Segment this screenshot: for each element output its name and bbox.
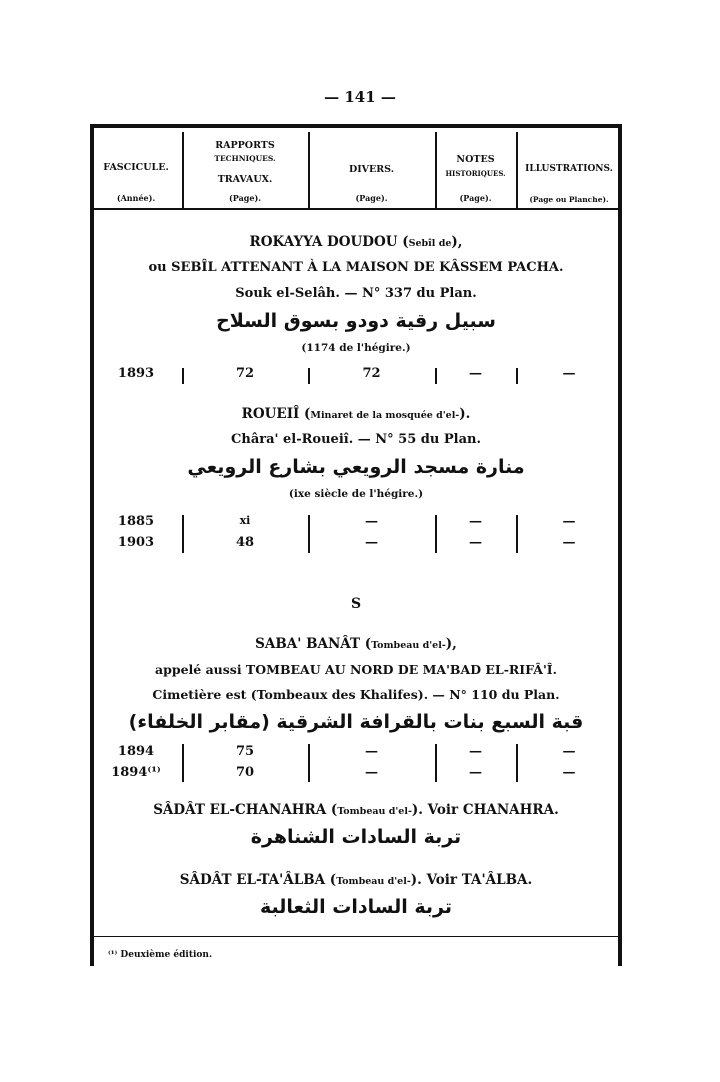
page-number: — 141 — [324,88,396,106]
entry-title: SABA' BANÂT (Tombeau d'el-), [255,636,457,652]
column-bar [435,744,437,782]
column-bar [308,368,310,384]
column-bar [182,744,184,782]
section-letter: S [350,596,362,612]
entry-date: (1174 de l'hégire.) [301,342,411,354]
column-bar [435,515,437,553]
entry-location: Cimetière est (Tombeaux des Khalifes). — N° 110 du Plan. [152,687,560,702]
column-bar [516,515,518,553]
header-rule [90,208,622,210]
entry-subtitle: appelé aussi TOMBEAU AU NORD DE MA'BAD EL-RIFÂ'Î. [154,662,557,677]
entry-location: Souk el-Selâh. — N° 337 du Plan. [235,286,477,301]
header-divers: DIVERS. (Page). [348,164,395,204]
column-bar [308,744,310,782]
footnote: ⁽¹⁾ Deuxième édition. [108,950,213,960]
column-bar [182,515,184,553]
arabic-text: سبيل رقية دودو بسوق السلاح [216,310,496,332]
header-illustrations: ILLUSTRATIONS. (Page ou Planche). [525,164,613,204]
entry-title: ROKAYYA DOUDOU (Sebîl de), [249,234,463,250]
column-bar [516,744,518,782]
column-bar [516,368,518,384]
table-row: 1885 xi — — — [117,514,576,529]
footnote-rule [90,936,622,937]
arabic-text: تربة السادات الثعالبة [260,896,452,918]
arabic-text: منارة مسجد الرويعي بشارع الرويعي [187,456,525,478]
column-bar [182,368,184,384]
entry-subtitle: ou SEBÎL ATTENANT À LA MAISON DE KÂSSEM PACHA. [148,260,564,275]
entry-title: ROUEIÎ (Minaret de la mosquée d'el-). [241,406,471,422]
header-fascicule: FASCICULE. (Année). [103,162,169,204]
header-divider [516,132,518,208]
table-row: 1894⁽¹⁾ 70 — — — [111,765,576,780]
header-rapports: RAPPORTS TECHNIQUES. TRAVAUX. (Page). [214,140,276,204]
table-row: 1894 75 — — — [117,744,576,759]
table-header [90,128,622,208]
header-divider [308,132,310,208]
entry-title: SÂDÂT EL-TA'ÂLBA (Tombeau d'el-). Voir TA'ÂLBA. [179,872,533,888]
header-notes: NOTES HISTORIQUES. (Page). [445,154,506,204]
table-row: 1903 48 — — — [117,535,576,550]
entry-location: Châra' el-Roueiî. — N° 55 du Plan. [231,432,481,447]
arabic-text: قبة السبع بنات بالقرافة الشرقية (مقابر الخلفاء) [128,711,584,733]
arabic-text: تربة السادات الشناهرة [250,826,462,848]
table-row: 1893 72 72 — — [117,366,576,381]
column-bar [435,368,437,384]
header-divider [435,132,437,208]
header-divider [182,132,184,208]
entry-date: (ixe siècle de l'hégire.) [288,488,424,500]
column-bar [308,515,310,553]
entry-title: SÂDÂT EL-CHANAHRA (Tombeau d'el-). Voir CHANAHRA. [153,802,559,818]
